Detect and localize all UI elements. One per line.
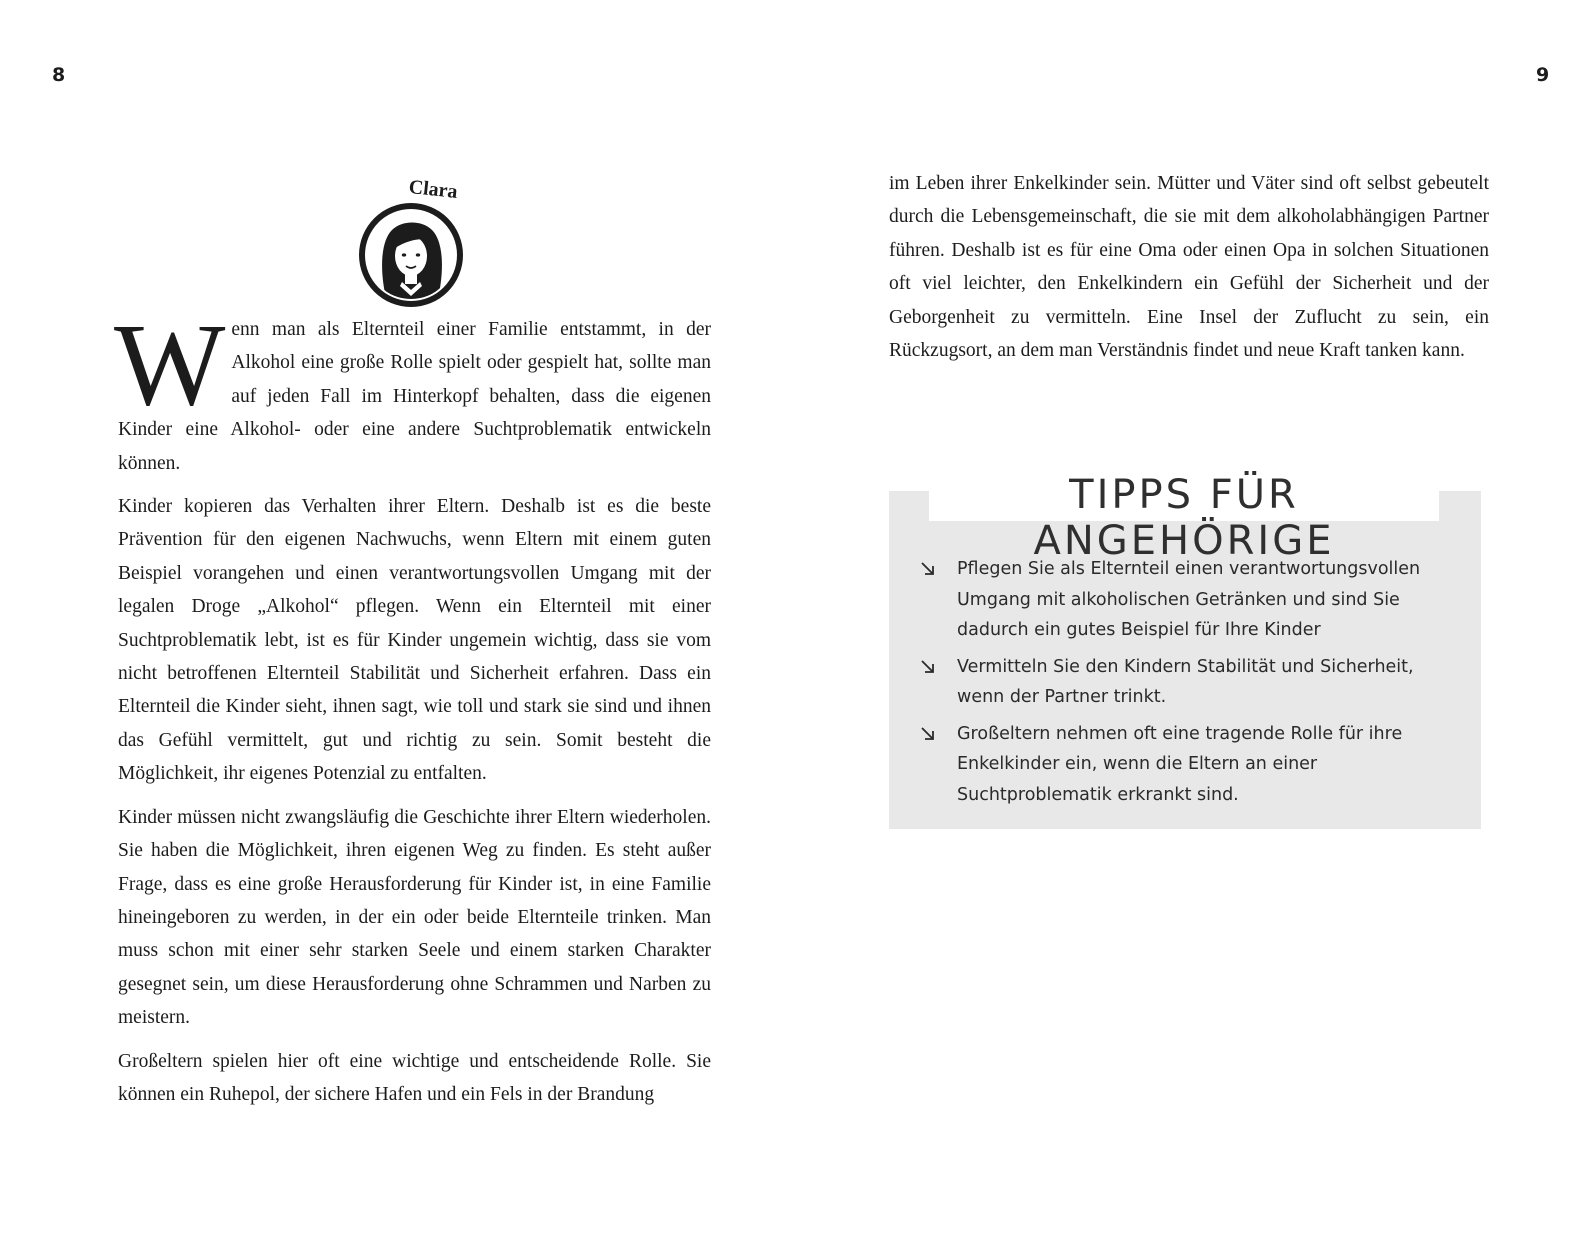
tips-box [889,472,1481,829]
drop-cap: W [114,299,226,430]
paragraph: Kinder kopieren das Verhalten ihrer Eltern. Deshalb ist es die beste Prävention für den eigenen Nachwuchs, wenn Eltern mit einem guten Beispiel vorangehen und einen verantwortungsvollen Umgang mit der legalen Droge „Alkohol“ pflegen. Wenn ein Elternteil mit einer Suchtproblematik lebt, ist es für Kinder ungemein wichtig, dass sie vom nicht betroffenen Elternteil Stabilität und Sicherheit erfahren. Dass ein Elternteil die Kinder sieht, ihnen sagt, wie toll und stark sie sind und ihnen das Gefühl vermittelt, gut und richtig zu sein. Somit besteht die Möglichkeit, ihr eigenes Potenzial zu entfalten. [118,496,711,785]
list-item [919,652,1439,713]
woman-portrait-icon [358,202,464,308]
paragraph: Kinder müssen nicht zwangsläufig die Geschichte ihrer Eltern wiederholen. Sie haben die Möglichkeit, ihren eigenen Weg zu finden. Es steht außer Frage, dass es eine große Herausforderung für Kinder ist, in eine Familie hineingeboren zu werden, in der ein oder beide Elternteile trinken. Man muss schon mit einer sehr starken Seele und einem starken Charakter gesegnet sein, um diese Herausforderung ohne Schrammen und Narben zu meistern. [118,806,711,1029]
page-number-left: 8 [52,64,66,86]
list-item [919,719,1439,811]
arrow-down-right-icon [919,725,937,743]
right-text-column [889,167,1489,377]
list-item [919,554,1439,646]
paragraph [114,299,711,480]
tips-title: TIPPS FÜR ANGEHÖRIGE [1033,472,1335,564]
tips-list [919,554,1439,816]
page-number-right: 9 [1536,64,1550,86]
tip-text: Vermitteln Sie den Kindern Stabilität und Sicherheit, wenn der Partner trinkt. [957,656,1414,707]
arrow-down-right-icon [919,560,937,578]
tip-text: Großeltern nehmen oft eine tragende Rolle für ihre Enkelkinder ein, wenn die Eltern an einer Suchtproblematik erkrankt sind. [957,723,1403,805]
tip-text: Pflegen Sie als Elternteil einen verantwortungsvollen Umgang mit alkoholischen Getränken und sind Sie dadurch ein gutes Beispiel für Ihre Kinder [957,559,1421,640]
arrow-down-right-icon [919,658,937,676]
paragraph: Großeltern spielen hier oft eine wichtige und entscheidende Rolle. Sie können ein Ruhepol, der sichere Hafen und ein Fels in der Brandung [118,1050,711,1105]
left-text-column [114,299,711,1121]
avatar-name: Clara [407,176,459,203]
author-avatar [358,176,468,306]
paragraph-text: enn man als Elternteil einer Familie entstammt, in der Alkohol eine große Rolle spielt oder gespielt hat, sollte man auf jeden Fall im Hinterkopf behalten, dass die eigenen Kinder eine Alkohol- oder eine andere Suchtproblematik entwickeln können. [118,319,711,474]
paragraph: im Leben ihrer Enkelkinder sein. Mütter und Väter sind oft selbst gebeutelt durch die Lebensgemeinschaft, die sie mit dem alkoholabhängigen Partner führen. Deshalb ist es für eine Oma oder einen Opa in solchen Situationen oft viel leichter, den Enkelkindern ein Gefühl der Sicherheit und der Geborgenheit zu vermitteln. Eine Insel der Zuflucht zu sein, ein Rückzugsort, an dem man Verständnis findet und neue Kraft tanken kann. [889,173,1489,362]
